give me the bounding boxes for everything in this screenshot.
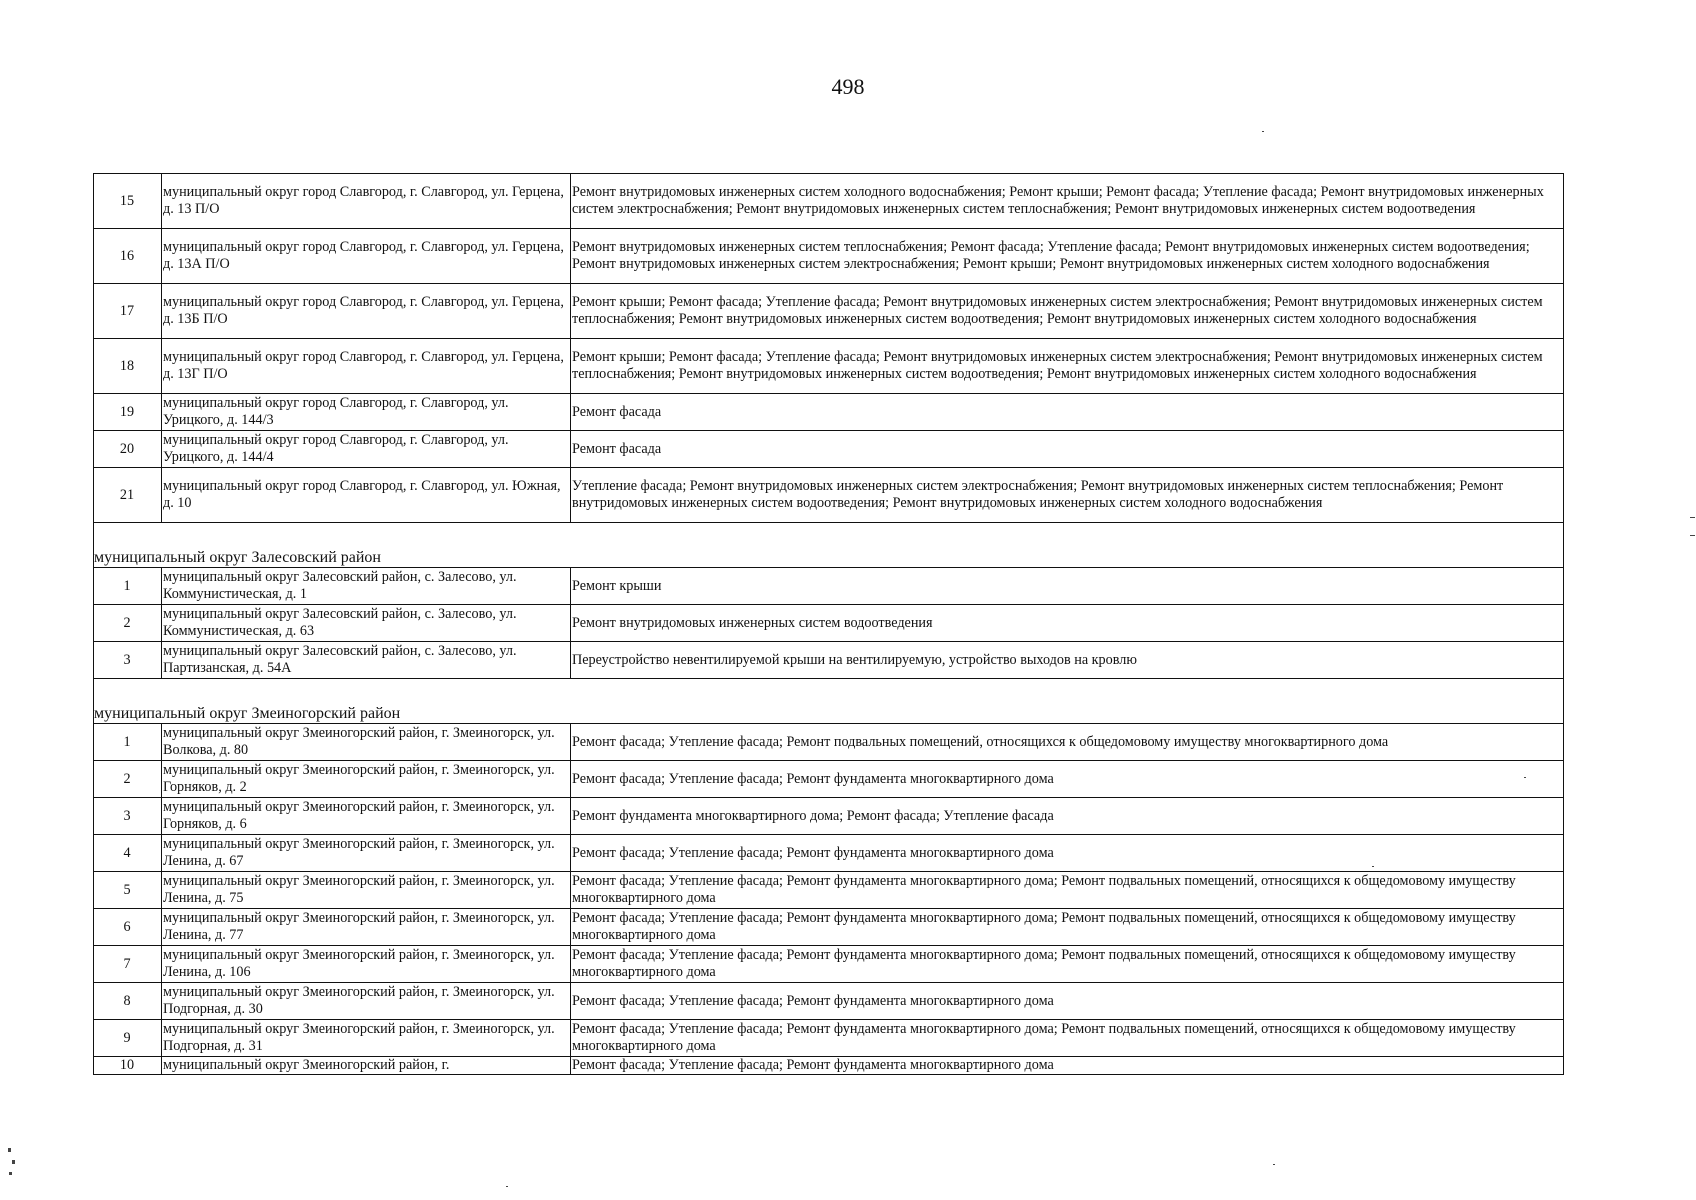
works-cell: Ремонт внутридомовых инженерных систем холодного водоснабжения; Ремонт крыши; Ремонт фасада; Утепление фасада; Ремонт внутридомовых инженерных систем электроснабжения; Ремонт внутридомовых инженерных систем теплоснабжения; Ремонт внутридомовых инженерных систем водоотведения xyxy=(571,174,1564,229)
works-cell: Ремонт фасада; Утепление фасада; Ремонт фундамента многоквартирного дома xyxy=(571,1057,1564,1075)
table-row xyxy=(94,174,1564,229)
address-cell: муниципальный округ Змеиногорский район, г. Змеиногорск, ул. Ленина, д. 67 xyxy=(162,835,571,872)
row-number: 21 xyxy=(94,468,162,523)
row-number: 1 xyxy=(94,724,162,761)
table-row xyxy=(94,1020,1564,1057)
table-row xyxy=(94,394,1564,431)
table-row xyxy=(94,946,1564,983)
scan-speck xyxy=(1262,131,1264,132)
row-number: 15 xyxy=(94,174,162,229)
scan-speck xyxy=(8,1148,11,1152)
row-number: 2 xyxy=(94,761,162,798)
table-row xyxy=(94,909,1564,946)
address-cell: муниципальный округ Залесовский район, с. Залесово, ул. Коммунистическая, д. 1 xyxy=(162,568,571,605)
works-cell: Ремонт фундамента многоквартирного дома; Ремонт фасада; Утепление фасада xyxy=(571,798,1564,835)
row-number: 4 xyxy=(94,835,162,872)
works-cell: Ремонт крыши xyxy=(571,568,1564,605)
works-cell: Ремонт крыши; Ремонт фасада; Утепление фасада; Ремонт внутридомовых инженерных систем электроснабжения; Ремонт внутридомовых инженерных систем теплоснабжения; Ремонт внутридомовых инженерных систем водоотведения; Ремонт внутридомовых инженерных систем холодного водоснабжения xyxy=(571,339,1564,394)
row-number: 2 xyxy=(94,605,162,642)
table-row xyxy=(94,835,1564,872)
section-title-zmeinogorsk: муниципальный округ Змеиногорский район xyxy=(94,679,1564,724)
row-number: 7 xyxy=(94,946,162,983)
works-cell: Ремонт фасада xyxy=(571,431,1564,468)
row-number: 20 xyxy=(94,431,162,468)
row-number: 5 xyxy=(94,872,162,909)
scan-speck xyxy=(506,1186,508,1187)
address-cell: муниципальный округ Змеиногорский район, г. Змеиногорск, ул. Горняков, д. 2 xyxy=(162,761,571,798)
row-number: 8 xyxy=(94,983,162,1020)
address-cell: муниципальный округ Змеиногорский район, г. Змеиногорск, ул. Ленина, д. 77 xyxy=(162,909,571,946)
works-cell: Ремонт фасада; Утепление фасада; Ремонт фундамента многоквартирного дома; Ремонт подвальных помещений, относящихся к общедомовому имуществу многоквартирного дома xyxy=(571,946,1564,983)
address-cell: муниципальный округ город Славгород, г. Славгород, ул. Урицкого, д. 144/4 xyxy=(162,431,571,468)
section-title-zalesovo: муниципальный округ Залесовский район xyxy=(94,523,1564,568)
address-cell: муниципальный округ Змеиногорский район, г. Змеиногорск, ул. Горняков, д. 6 xyxy=(162,798,571,835)
scan-speck xyxy=(1524,777,1526,778)
address-cell: муниципальный округ Змеиногорский район, г. Змеиногорск, ул. Волкова, д. 80 xyxy=(162,724,571,761)
row-number: 16 xyxy=(94,229,162,284)
address-cell: муниципальный округ Залесовский район, с. Залесово, ул. Партизанская, д. 54А xyxy=(162,642,571,679)
table-row xyxy=(94,983,1564,1020)
table-row xyxy=(94,229,1564,284)
address-cell: муниципальный округ Змеиногорский район, г. Змеиногорск, ул. Ленина, д. 106 xyxy=(162,946,571,983)
scan-speck xyxy=(1690,517,1695,518)
row-number: 3 xyxy=(94,642,162,679)
table-row xyxy=(94,1057,1564,1075)
address-cell: муниципальный округ Змеиногорский район, г. Змеиногорск, ул. Подгорная, д. 31 xyxy=(162,1020,571,1057)
works-cell: Ремонт фасада; Утепление фасада; Ремонт подвальных помещений, относящихся к общедомовому имуществу многоквартирного дома xyxy=(571,724,1564,761)
scan-speck xyxy=(1372,866,1374,867)
scan-speck xyxy=(9,1172,12,1175)
table-row xyxy=(94,872,1564,909)
table-row xyxy=(94,761,1564,798)
address-cell: муниципальный округ город Славгород, г. Славгород, ул. Южная, д. 10 xyxy=(162,468,571,523)
table-row xyxy=(94,724,1564,761)
section-row xyxy=(94,523,1564,568)
row-number: 3 xyxy=(94,798,162,835)
row-number: 10 xyxy=(94,1057,162,1075)
address-cell: муниципальный округ Змеиногорский район, г. xyxy=(162,1057,571,1075)
row-number: 9 xyxy=(94,1020,162,1057)
row-number: 6 xyxy=(94,909,162,946)
table-row xyxy=(94,605,1564,642)
row-number: 17 xyxy=(94,284,162,339)
row-number: 19 xyxy=(94,394,162,431)
address-cell: муниципальный округ Залесовский район, с. Залесово, ул. Коммунистическая, д. 63 xyxy=(162,605,571,642)
table-row xyxy=(94,339,1564,394)
address-cell: муниципальный округ город Славгород, г. Славгород, ул. Герцена, д. 13А П/О xyxy=(162,229,571,284)
works-table xyxy=(93,173,1564,1075)
address-cell: муниципальный округ город Славгород, г. Славгород, ул. Урицкого, д. 144/3 xyxy=(162,394,571,431)
works-cell: Ремонт крыши; Ремонт фасада; Утепление фасада; Ремонт внутридомовых инженерных систем электроснабжения; Ремонт внутридомовых инженерных систем теплоснабжения; Ремонт внутридомовых инженерных систем водоотведения; Ремонт внутридомовых инженерных систем холодного водоснабжения xyxy=(571,284,1564,339)
works-cell: Ремонт внутридомовых инженерных систем водоотведения xyxy=(571,605,1564,642)
table-row xyxy=(94,431,1564,468)
address-cell: муниципальный округ город Славгород, г. Славгород, ул. Герцена, д. 13 П/О xyxy=(162,174,571,229)
address-cell: муниципальный округ Змеиногорский район, г. Змеиногорск, ул. Ленина, д. 75 xyxy=(162,872,571,909)
works-cell: Ремонт фасада; Утепление фасада; Ремонт фундамента многоквартирного дома xyxy=(571,761,1564,798)
section-row xyxy=(94,679,1564,724)
table-row xyxy=(94,468,1564,523)
row-number: 1 xyxy=(94,568,162,605)
works-cell: Ремонт фасада; Утепление фасада; Ремонт фундамента многоквартирного дома xyxy=(571,983,1564,1020)
works-cell: Переустройство невентилируемой крыши на вентилируемую, устройство выходов на кровлю xyxy=(571,642,1564,679)
address-cell: муниципальный округ город Славгород, г. Славгород, ул. Герцена, д. 13Б П/О xyxy=(162,284,571,339)
scan-speck xyxy=(1273,1164,1275,1165)
works-cell: Ремонт фасада; Утепление фасада; Ремонт фундамента многоквартирного дома; Ремонт подвальных помещений, относящихся к общедомовому имуществу многоквартирного дома xyxy=(571,909,1564,946)
scan-speck xyxy=(12,1160,15,1164)
works-cell: Ремонт фасада; Утепление фасада; Ремонт фундамента многоквартирного дома; Ремонт подвальных помещений, относящихся к общедомовому имуществу многоквартирного дома xyxy=(571,872,1564,909)
works-cell: Ремонт фасада xyxy=(571,394,1564,431)
works-cell: Утепление фасада; Ремонт внутридомовых инженерных систем электроснабжения; Ремонт внутридомовых инженерных систем теплоснабжения; Ремонт внутридомовых инженерных систем водоотведения; Ремонт внутридомовых инженерных систем холодного водоснабжения xyxy=(571,468,1564,523)
address-cell: муниципальный округ Змеиногорский район, г. Змеиногорск, ул. Подгорная, д. 30 xyxy=(162,983,571,1020)
row-number: 18 xyxy=(94,339,162,394)
table-row xyxy=(94,568,1564,605)
works-cell: Ремонт внутридомовых инженерных систем теплоснабжения; Ремонт фасада; Утепление фасада; Ремонт внутридомовых инженерных систем водоотведения; Ремонт внутридомовых инженерных систем электроснабжения; Ремонт крыши; Ремонт внутридомовых инженерных систем холодного водоснабжения xyxy=(571,229,1564,284)
works-cell: Ремонт фасада; Утепление фасада; Ремонт фундамента многоквартирного дома xyxy=(571,835,1564,872)
address-cell: муниципальный округ город Славгород, г. Славгород, ул. Герцена, д. 13Г П/О xyxy=(162,339,571,394)
table-row xyxy=(94,284,1564,339)
table-row xyxy=(94,642,1564,679)
works-cell: Ремонт фасада; Утепление фасада; Ремонт фундамента многоквартирного дома; Ремонт подвальных помещений, относящихся к общедомовому имуществу многоквартирного дома xyxy=(571,1020,1564,1057)
table-row xyxy=(94,798,1564,835)
page-number: 498 xyxy=(831,74,865,99)
scan-speck xyxy=(1690,535,1695,536)
